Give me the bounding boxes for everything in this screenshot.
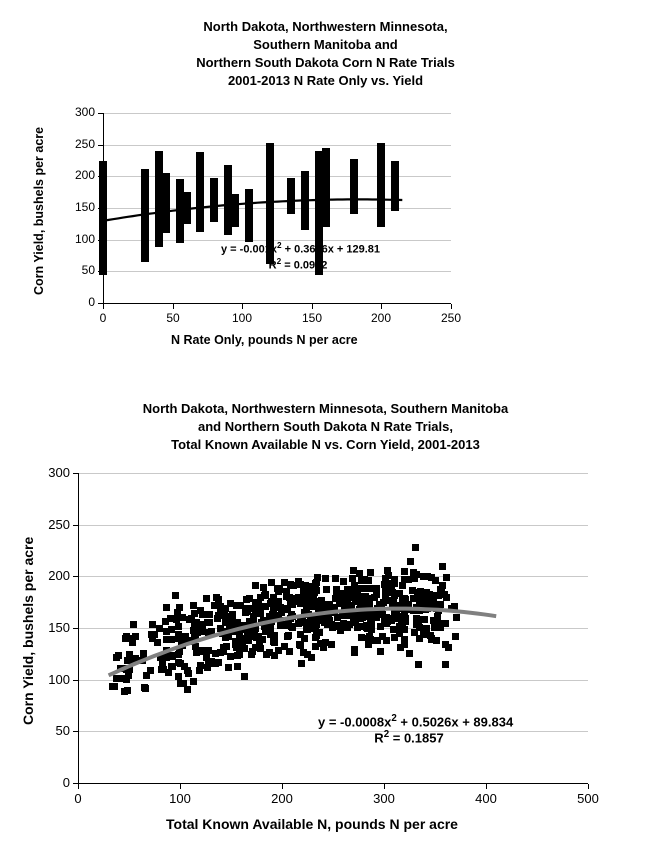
data-point: [162, 618, 169, 625]
title-line: North Dakota, Northwestern Minnesota,: [203, 19, 448, 34]
data-point: [252, 582, 259, 589]
data-point: [212, 650, 219, 657]
y-tick-label: 50: [81, 263, 95, 277]
chart-2: [0, 380, 651, 843]
data-point: [275, 612, 282, 619]
data-point: [184, 686, 191, 693]
data-point: [261, 592, 268, 599]
title-line: North Dakota, Northwestern Minnesota, Southern Manitoba: [142, 401, 509, 416]
data-point: [143, 672, 150, 679]
data-point: [443, 574, 450, 581]
data-point: [142, 685, 149, 692]
data-point: [186, 616, 193, 623]
data-point: [278, 621, 285, 628]
data-point: [323, 586, 330, 593]
data-point: [205, 629, 212, 636]
data-point: [359, 585, 366, 592]
data-point: [220, 648, 227, 655]
x-tick-label: 100: [231, 311, 253, 325]
data-point: [252, 610, 259, 617]
data-point: [197, 607, 204, 614]
data-point: [300, 588, 307, 595]
x-tick-label: 400: [475, 791, 497, 806]
data-point: [316, 629, 323, 636]
data-point: [227, 653, 234, 660]
data-point: [401, 568, 408, 575]
gridline: [78, 680, 588, 681]
data-point: [351, 649, 358, 656]
y-tick-label: 100: [48, 672, 70, 687]
data-point: [301, 635, 308, 642]
y-tick-label: 150: [74, 200, 95, 214]
data-point: [391, 576, 398, 583]
y-tick: [73, 731, 78, 732]
data-point: [271, 639, 278, 646]
data-point: [215, 659, 222, 666]
data-column: [377, 143, 385, 227]
data-point: [130, 621, 137, 628]
data-column: [391, 161, 399, 212]
data-point: [250, 616, 257, 623]
x-tick-label: 150: [301, 311, 323, 325]
data-point: [415, 661, 422, 668]
data-point: [423, 625, 430, 632]
data-point: [439, 563, 446, 570]
y-tick-label: 50: [55, 723, 70, 738]
data-point: [411, 629, 418, 636]
data-point: [204, 619, 211, 626]
x-tick: [282, 784, 283, 789]
data-point: [225, 664, 232, 671]
data-point: [214, 615, 221, 622]
data-point: [154, 639, 161, 646]
data-point: [400, 599, 407, 606]
y-tick-label: 200: [74, 168, 95, 182]
data-point: [371, 610, 378, 617]
data-point: [439, 582, 446, 589]
data-column: [162, 173, 170, 234]
data-point: [453, 614, 460, 621]
data-point: [434, 613, 441, 620]
data-point: [442, 641, 449, 648]
data-point: [187, 638, 194, 645]
data-point: [303, 605, 310, 612]
data-point: [281, 579, 288, 586]
data-point: [163, 604, 170, 611]
data-point: [241, 673, 248, 680]
x-tick: [588, 784, 589, 789]
data-point: [234, 663, 241, 670]
x-tick-label: 500: [577, 791, 599, 806]
data-point: [304, 626, 311, 633]
data-point: [328, 641, 335, 648]
data-point: [185, 670, 192, 677]
data-point: [205, 660, 212, 667]
data-point: [441, 591, 448, 598]
data-column: [183, 192, 191, 224]
data-point: [407, 558, 414, 565]
title-line: 2001-2013 N Rate Only vs. Yield: [227, 73, 424, 88]
y-tick-label: 250: [74, 137, 95, 151]
y-tick: [98, 113, 103, 114]
data-point: [276, 586, 283, 593]
data-point: [176, 604, 183, 611]
data-point: [225, 633, 232, 640]
title-line: Northern South Dakota Corn N Rate Trials: [196, 55, 455, 70]
y-tick-label: 300: [74, 105, 95, 119]
chart-1-x-axis-title: N Rate Only, pounds N per acre: [171, 333, 358, 347]
data-point: [420, 573, 427, 580]
data-point: [286, 594, 293, 601]
data-point: [367, 569, 374, 576]
x-tick: [242, 304, 243, 309]
y-tick: [73, 525, 78, 526]
data-point: [168, 626, 175, 633]
data-point: [382, 592, 389, 599]
data-point: [275, 647, 282, 654]
data-column: [245, 189, 253, 242]
data-point: [442, 661, 449, 668]
data-point: [373, 591, 380, 598]
y-tick-label: 200: [48, 568, 70, 583]
data-point: [217, 625, 224, 632]
gridline: [103, 113, 451, 114]
gridline: [78, 473, 588, 474]
data-point: [349, 575, 356, 582]
data-point: [335, 623, 342, 630]
data-point: [340, 578, 347, 585]
data-point: [140, 650, 147, 657]
y-tick-label: 100: [74, 232, 95, 246]
data-point: [172, 592, 179, 599]
data-point: [158, 666, 165, 673]
data-point: [236, 651, 243, 658]
data-point: [249, 648, 256, 655]
data-point: [117, 665, 124, 672]
data-point: [430, 598, 437, 605]
data-point: [312, 580, 319, 587]
data-point: [366, 596, 373, 603]
data-point: [401, 576, 408, 583]
y-tick: [73, 680, 78, 681]
data-point: [179, 642, 186, 649]
data-point: [402, 615, 409, 622]
x-tick-label: 50: [166, 311, 180, 325]
data-point: [396, 623, 403, 630]
data-point: [239, 642, 246, 649]
data-point: [190, 678, 197, 685]
data-point: [260, 584, 267, 591]
data-point: [358, 577, 365, 584]
data-point: [316, 617, 323, 624]
data-point: [341, 606, 348, 613]
y-tick-label: 250: [48, 517, 70, 532]
data-point: [284, 633, 291, 640]
data-point: [196, 667, 203, 674]
data-point: [113, 654, 120, 661]
data-column: [210, 178, 218, 222]
data-point: [215, 596, 222, 603]
data-point: [287, 615, 294, 622]
chart-2-x-axis-title: Total Known Available N, pounds N per acre: [166, 816, 458, 832]
chart-1: [0, 0, 651, 372]
data-point: [379, 633, 386, 640]
data-point: [412, 544, 419, 551]
data-point: [388, 617, 395, 624]
data-point: [235, 623, 242, 630]
data-point: [397, 644, 404, 651]
data-point: [304, 598, 311, 605]
data-point: [227, 600, 234, 607]
data-point: [415, 616, 422, 623]
data-point: [322, 575, 329, 582]
data-point: [354, 624, 361, 631]
data-point: [180, 680, 187, 687]
y-tick-label: 0: [62, 775, 70, 790]
x-tick: [384, 784, 385, 789]
data-point: [173, 616, 180, 623]
y-axis-line: [78, 473, 79, 783]
x-tick-label: 0: [99, 311, 107, 325]
chart-2-plot-area: [48, 465, 599, 806]
x-tick: [78, 784, 79, 789]
data-point: [122, 635, 129, 642]
data-point: [391, 592, 398, 599]
chart-1-title: [0, 18, 651, 90]
data-point: [281, 643, 288, 650]
data-point: [452, 633, 459, 640]
trendline-equation: $y = -0.001x^2 + 0.3676x + 129.81$: [221, 241, 381, 256]
y-tick-label: 150: [48, 620, 70, 635]
chart-1-y-axis-title: Corn Yield, bushels per acre: [32, 126, 46, 295]
data-point: [333, 586, 340, 593]
data-point: [322, 611, 329, 618]
data-point: [373, 585, 380, 592]
data-point: [342, 622, 349, 629]
data-point: [401, 636, 408, 643]
r-squared-label: $R^2 = 0.1857$: [374, 729, 444, 746]
data-point: [352, 598, 359, 605]
data-point: [406, 650, 413, 657]
data-point: [451, 603, 458, 610]
data-point: [361, 606, 368, 613]
x-tick: [103, 304, 104, 309]
y-tick: [98, 145, 103, 146]
x-tick: [312, 304, 313, 309]
y-tick-label: 0: [88, 295, 95, 309]
data-point: [194, 629, 201, 636]
data-point: [169, 663, 176, 670]
x-tick: [180, 784, 181, 789]
x-tick-label: 100: [169, 791, 191, 806]
data-point: [262, 628, 269, 635]
data-point: [312, 643, 319, 650]
gridline: [103, 145, 451, 146]
data-point: [298, 660, 305, 667]
title-line: Total Known Available N vs. Corn Yield, 2001-2013: [171, 437, 480, 452]
data-point: [190, 602, 197, 609]
data-point: [399, 582, 406, 589]
data-point: [377, 648, 384, 655]
data-point: [365, 641, 372, 648]
title-line: and Northern South Dakota N Rate Trials,: [198, 419, 453, 434]
data-point: [413, 604, 420, 611]
data-point: [148, 631, 155, 638]
data-column: [350, 159, 358, 215]
data-point: [295, 620, 302, 627]
x-axis-line: [103, 303, 451, 304]
chart-2-y-axis-title: Corn Yield, bushels per acre: [20, 536, 36, 725]
data-point: [290, 582, 297, 589]
data-point: [222, 619, 229, 626]
chart-2-title: [0, 400, 651, 454]
x-tick: [381, 304, 382, 309]
data-point: [221, 608, 228, 615]
data-column: [141, 169, 149, 262]
data-column: [287, 178, 295, 215]
x-tick-label: 0: [74, 791, 82, 806]
data-column: [301, 171, 309, 230]
data-point: [177, 660, 184, 667]
data-point: [350, 612, 357, 619]
data-point: [393, 607, 400, 614]
x-axis-line: [78, 783, 588, 784]
data-point: [132, 633, 139, 640]
trendline-equation: $y = -0.0008x^2 + 0.5026x + 89.834$: [318, 713, 514, 730]
data-point: [384, 567, 391, 574]
data-point: [206, 611, 213, 618]
data-point: [175, 631, 182, 638]
y-tick-label: 300: [48, 465, 70, 480]
data-point: [237, 602, 244, 609]
data-point: [368, 626, 375, 633]
data-column: [322, 148, 330, 227]
x-tick-label: 200: [271, 791, 293, 806]
r-squared-label: $R^2 = 0.0952$: [268, 257, 328, 272]
data-point: [442, 620, 449, 627]
data-point: [391, 634, 398, 641]
data-point: [111, 683, 118, 690]
data-point: [350, 567, 357, 574]
data-point: [320, 604, 327, 611]
gridline: [78, 525, 588, 526]
data-point: [124, 657, 131, 664]
x-tick: [173, 304, 174, 309]
data-point: [163, 654, 170, 661]
data-point: [121, 688, 128, 695]
data-point: [344, 587, 351, 594]
y-tick: [73, 628, 78, 629]
data-point: [205, 647, 212, 654]
title-line: Southern Manitoba and: [253, 37, 398, 52]
x-tick-label: 300: [373, 791, 395, 806]
data-point: [113, 675, 120, 682]
x-tick: [451, 304, 452, 309]
data-point: [366, 633, 373, 640]
data-point: [304, 651, 311, 658]
data-point: [423, 589, 430, 596]
data-point: [332, 575, 339, 582]
x-tick-label: 200: [370, 311, 392, 325]
x-tick: [486, 784, 487, 789]
data-point: [203, 595, 210, 602]
data-point: [255, 633, 262, 640]
data-column: [231, 194, 239, 227]
data-point: [260, 619, 267, 626]
x-tick-label: 250: [440, 311, 462, 325]
data-point: [125, 672, 132, 679]
data-point: [163, 636, 170, 643]
data-point: [129, 639, 136, 646]
data-point: [139, 657, 146, 664]
y-tick: [73, 576, 78, 577]
data-column: [196, 152, 204, 232]
data-point: [336, 594, 343, 601]
data-point: [432, 577, 439, 584]
y-tick: [73, 473, 78, 474]
data-point: [307, 616, 314, 623]
data-column: [99, 161, 107, 275]
data-point: [433, 637, 440, 644]
chart-1-plot-area: [74, 105, 462, 325]
data-point: [175, 623, 182, 630]
data-point: [311, 589, 318, 596]
data-point: [296, 598, 303, 605]
